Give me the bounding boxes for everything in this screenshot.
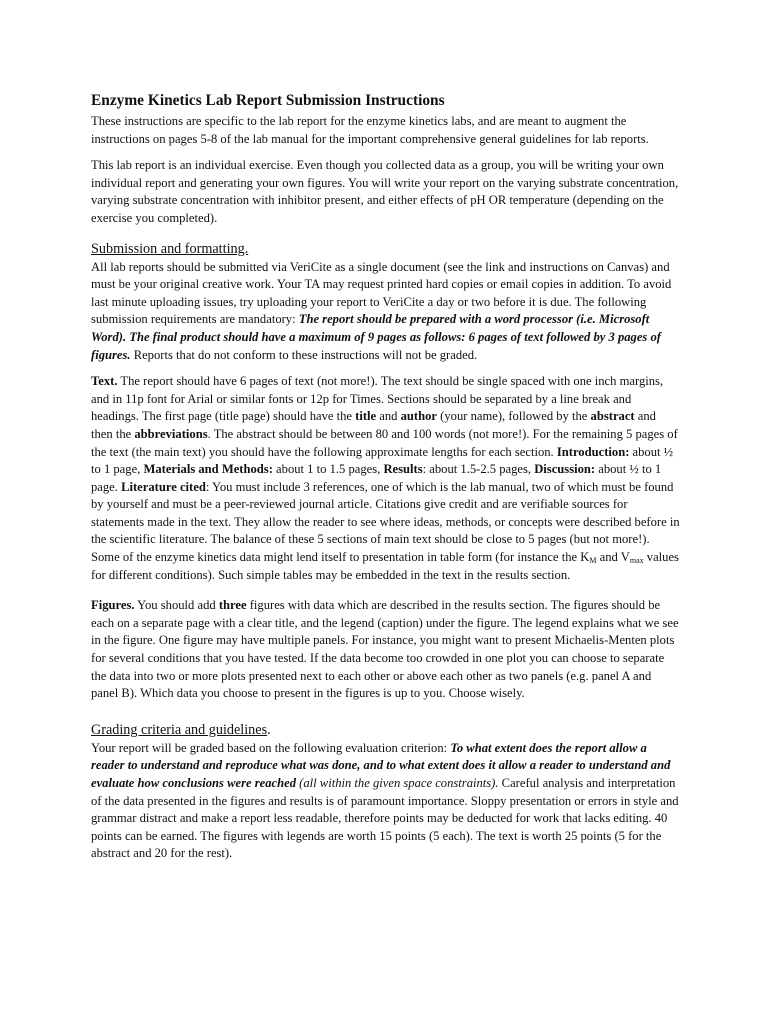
intro-paragraph-2: This lab report is an individual exercise. Even though you collected data as a group, you will be writing your own individual report and generating your own figures. You will write your report on the varying substrate concentration, varying substrate concentration with inhibitor present, and either effects of pH OR temperature (depending on the exercise you completed).	[91, 158, 679, 225]
text-section-label: Text.	[91, 374, 118, 389]
text-span: values for different conditions). Such simple tables may be embedded in the text in the results section.	[91, 550, 679, 582]
text-span: about 1 to 1.5 pages,	[272, 462, 384, 477]
text-span: and	[376, 409, 401, 424]
text-span: : You must include 3 references, one of which is the lab manual, two of which must be found by yourself and must be a peer-reviewed journal article. Citations give credit and are verifiable sources for statements made in the text. They allow the reader to see where ideas, methods, or concepts were described before in the scientific literature. The balance of these 5 sections of main text should be close to 5 pages (but not more!). Some of the enzyme kinetics data might lend itself to presentation in table form (for instance the K	[91, 479, 680, 565]
bold-introduction: Introduction:	[556, 444, 630, 459]
text-span: about ½ to 1 page,	[91, 444, 674, 477]
bold-abstract: abstract	[590, 409, 635, 424]
text-span: . The abstract should be between 80 and 100 words (not more!). For the remaining 5 pages of the text (the main text) you should have the following approximate lengths for each section.	[91, 426, 678, 459]
text-span: : about 1.5-2.5 pages,	[422, 462, 535, 477]
submission-heading: Submission and formatting.	[91, 240, 249, 257]
grading-heading-text: Grading criteria and guidelines	[91, 721, 268, 738]
text-span: The report should have 6 pages of text (not more!). The text should be single spaced with one inch margins, and in 11p font for Arial or similar fonts or 12p for Times. Sections should be separated by a line break and headings. The first page (title page) should have the	[91, 374, 664, 424]
text-span: and then the	[91, 409, 656, 441]
figures-section-label: Figures.	[91, 598, 135, 613]
text-span: about ½ to 1 page.	[91, 462, 662, 494]
text-span: and V	[596, 550, 630, 565]
bold-abbreviations: abbreviations	[134, 426, 208, 441]
document-title: Enzyme Kinetics Lab Report Submission Instructions	[91, 92, 445, 109]
figures-section-paragraph	[91, 597, 680, 703]
bold-materials-methods: Materials and Methods:	[143, 462, 273, 477]
submission-paragraph	[91, 259, 680, 365]
text-section-paragraph	[91, 373, 680, 584]
submission-text-a: All lab reports should be submitted via VeriCite as a single document (see the link and instructions on Canvas) and must be your original creative work. Your TA may request printed hard copies or email copies in addition. To avoid last minute uploading issues, try uploading your report to VeriCite a day or two before it is due. The following submission requirements are mandatory:	[91, 259, 672, 327]
intro-paragraph-1: These instructions are specific to the lab report for the enzyme kinetics labs, and are meant to augment the instructions on pages 5-8 of the lab manual for the important comprehensive general guidelines for lab reports.	[91, 114, 649, 146]
text-span: figures with data which are described in the results section. The figures should be each on a separate page with a clear title, and the legend (caption) under the figure. The legend explains what we see in the figure. One figure may have multiple panels. For instance, you might want to present Michaelis-Menten plots for several conditions that you have tested. If the data become too crowded in one plot you can choose to separate the data into two or more plots presented next to each other or above each other as two panels (e.g. panel A and panel B). Which data you choose to present in the figures is up to you. Choose wisely.	[91, 598, 679, 701]
grading-paragraph	[91, 740, 680, 863]
grading-criterion: To what extent does the report allow a reader to understand and reproduce what was done, and to what extent does it allow a reader to understand and evaluate how conclusions were reached	[91, 740, 671, 790]
bold-three: three	[218, 598, 247, 613]
grading-heading	[91, 721, 680, 740]
bold-author: author	[400, 409, 438, 424]
text-span: (your name), followed by the	[437, 409, 591, 424]
submission-text-c: Reports that do not conform to these instructions will not be graded.	[130, 347, 478, 362]
bold-title: title	[355, 409, 377, 424]
text-span: Careful analysis and interpretation of the data presented in the figures and results is of paramount importance. Sloppy presentation or errors in style and grammar distract and make a report less readable, therefore points may be deducted for work that lacks editing. 40 points can be earned. The figures with legends are worth 15 points (5 each). The text is worth 25 points (5 for the abstract and 20 for the rest).	[91, 776, 679, 861]
subscript-m: M	[589, 556, 597, 566]
text-span: Your report will be graded based on the following evaluation criterion:	[91, 740, 451, 755]
bold-discussion: Discussion:	[534, 462, 596, 477]
submission-requirements: The report should be prepared with a word processor (i.e. Microsoft Word). The final product should have a maximum of 9 pages as follows: 6 pages of text followed by 3 pages of figures.	[91, 312, 661, 362]
bold-results: Results	[383, 462, 423, 477]
grading-heading-dot: .	[267, 721, 271, 738]
subscript-max: max	[629, 556, 644, 566]
text-span: You should add	[134, 598, 219, 613]
bold-literature-cited: Literature cited	[121, 479, 206, 494]
grading-constraints-note: (all within the given space constraints).	[299, 776, 499, 790]
